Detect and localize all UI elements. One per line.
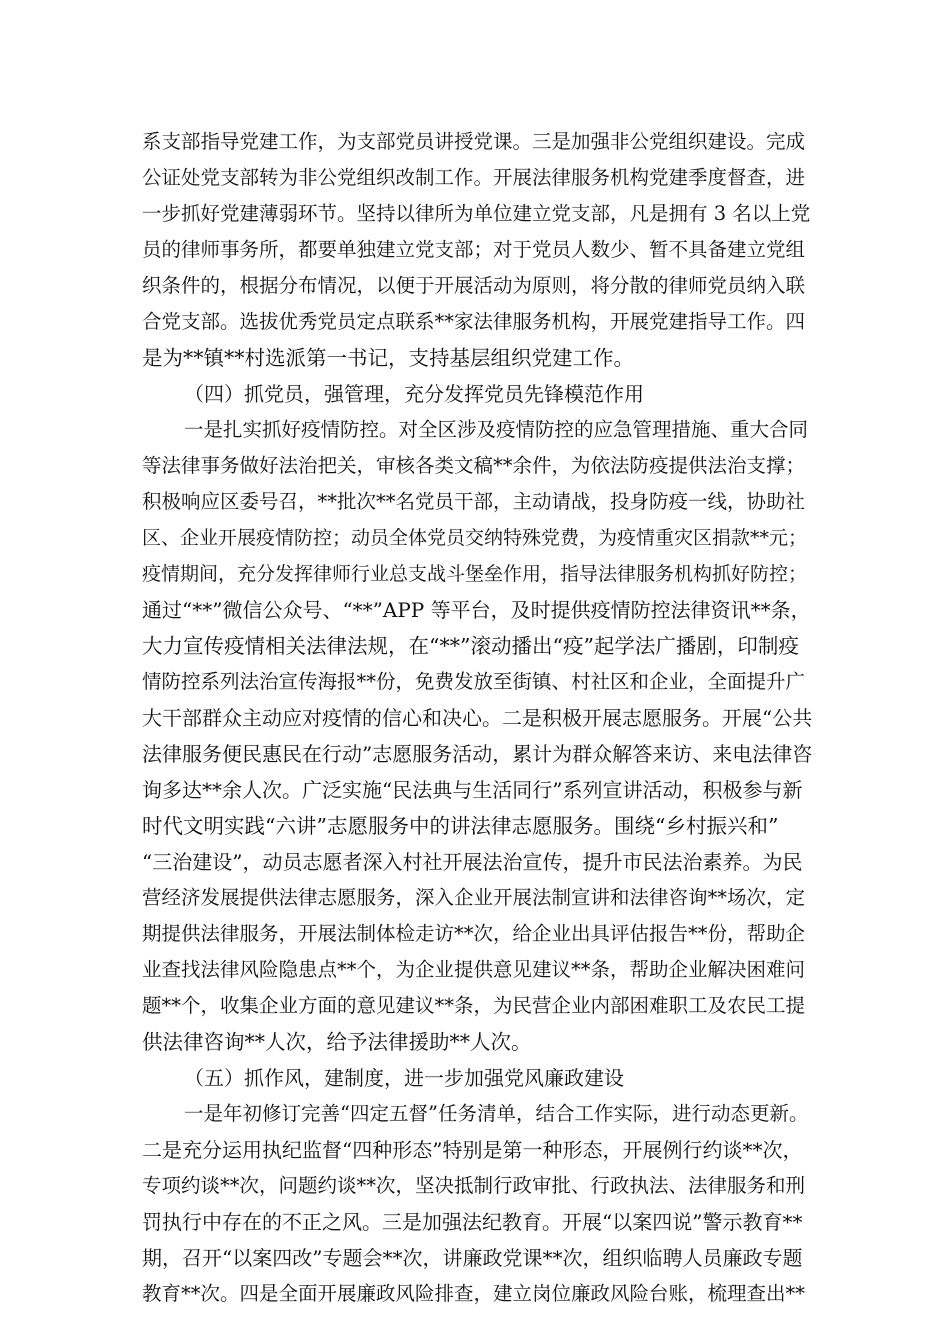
- text-line: 一是年初修订完善“四定五督”任务清单，结合工作实际，进行动态更新。: [184, 1102, 809, 1125]
- text-line: 专项约谈**次，问题约谈**次，坚决抵制行政审批、行政执法、法律服务和刑: [142, 1174, 806, 1197]
- text-line: 等法律事务做好法治把关，审核各类文稿**余件，为依法防疫提供法治支撑；: [142, 454, 806, 477]
- text-line: 供法律咨询**人次，给予法律援助**人次。: [142, 1030, 532, 1054]
- text-line: 营经济发展提供法律志愿服务，深入企业开展法制宣讲和法律咨询**场次，定: [142, 886, 806, 909]
- text-line: “三治建设”，动员志愿者深入村社开展法治宣传，提升市民法治素养。为民: [142, 850, 803, 874]
- text-line: 罚执行中存在的不正之风。三是加强法纪教育。开展“以案四说”警示教育**: [142, 1210, 803, 1234]
- text-line: 员的律师事务所，都要单独建立党支部；对于党员人数少、暂不具备建立党组: [142, 238, 806, 261]
- text-line: 期提供法律服务，开展法制体检走访**次，给企业出具评估报告**份，帮助企: [142, 922, 806, 945]
- text-line: 积极响应区委号召，**批次**名党员干部，主动请战，投身防疫一线，协助社: [142, 490, 806, 513]
- text-line: 合党支部。选拔优秀党员定点联系**家法律服务机构，开展党建指导工作。四: [142, 310, 806, 333]
- text-line: 题**个，收集企业方面的意见建议**条，为民营企业内部困难职工及农民工提: [142, 994, 806, 1017]
- text-line: 情防控系列法治宣传海报**份，免费发放至街镇、村社区和企业，全面提升广: [142, 670, 806, 693]
- text-line: 期，召开“以案四改”专题会**次，讲廉政党课**次，组织临聘人员廉政专题: [142, 1246, 803, 1270]
- text-line: 询多达**余人次。广泛实施“民法典与生活同行”系列宣讲活动，积极参与新: [142, 778, 803, 802]
- text-line: 一是扎实抓好疫情防控。对全区涉及疫情防控的应急管理措施、重大合同: [184, 418, 809, 441]
- text-line: 大力宣传疫情相关法律法规，在“**”滚动播出“疫”起学法广播剧，印制疫: [142, 634, 799, 658]
- text-line: 法律服务便民惠民在行动”志愿服务活动，累计为群众解答来访、来电法律咨: [142, 742, 813, 766]
- text-line: 大干部群众主动应对疫情的信心和决心。二是积极开展志愿服务。开展“公共: [142, 706, 813, 730]
- text-line: 通过“**”微信公众号、“**”APP 等平台，及时提供疫情防控法律资讯**条，: [142, 598, 811, 622]
- text-line: 系支部指导党建工作，为支部党员讲授党课。三是加强非公党组织建设。完成: [142, 130, 806, 153]
- text-line: 时代文明实践“六讲”志愿服务中的讲法律志愿服务。围绕“乡村振兴和”: [142, 814, 779, 838]
- text-line: 公证处党支部转为非公党组织改制工作。开展法律服务机构党建季度督查，进: [142, 166, 806, 189]
- text-line: 教育**次。四是全面开展廉政风险排查，建立岗位廉政风险台账，梳理查出**: [142, 1282, 806, 1305]
- text-line: 疫情期间，充分发挥律师行业总支战斗堡垒作用，指导法律服务机构抓好防控；: [142, 563, 808, 585]
- text-line: 一步抓好党建薄弱环节。坚持以律所为单位建立党支部，凡是拥有 3 名以上党: [142, 202, 811, 225]
- text-line: 二是充分运用执纪监督“四种形态”特别是第一种形态，开展例行约谈**次，: [142, 1138, 803, 1162]
- section-heading-4: （四）抓党员，强管理，充分发挥党员先锋模范作用: [184, 382, 644, 406]
- text-line: 是为**镇**村选派第一书记，支持基层组织党建工作。: [142, 346, 634, 370]
- section-heading-5: （五）抓作风，建制度，进一步加强党风廉政建设: [184, 1066, 624, 1090]
- text-line: 区、企业开展疫情防控；动员全体党员交纳特殊党费，为疫情重灾区捐款**元；: [142, 527, 808, 549]
- text-line: 业查找法律风险隐患点**个，为企业提供意见建议**条，帮助企业解决困难问: [142, 958, 806, 981]
- text-line: 织条件的，根据分布情况，以便于开展活动为原则，将分散的律师党员纳入联: [142, 274, 806, 297]
